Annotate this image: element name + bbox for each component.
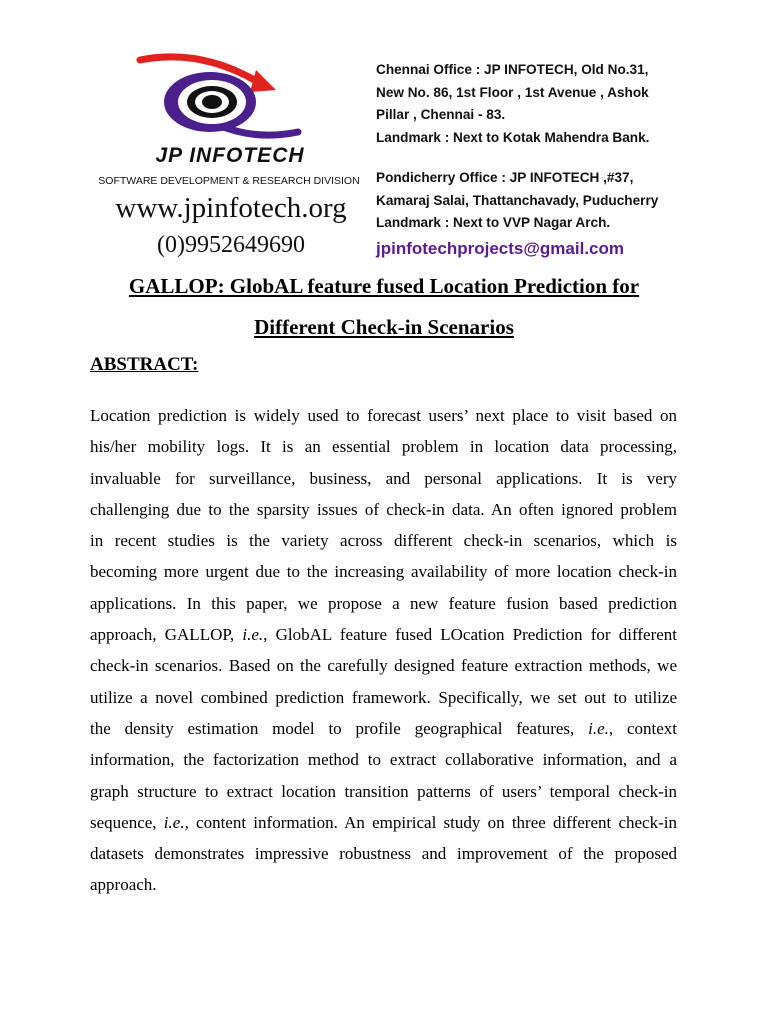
abstract-line: information, the factorization method to extract collaborative information, and a: [90, 750, 677, 770]
abstract-line: graph structure to extract location transition patterns of users’ temporal check-in: [90, 781, 677, 801]
abstract-line: Location prediction is widely used to forecast users’ next place to visit based on: [90, 406, 677, 425]
division-tagline: SOFTWARE DEVELOPMENT & RESEARCH DIVISION: [98, 175, 360, 187]
abstract-heading: ABSTRACT:: [90, 354, 199, 375]
address-line: Pondicherry Office : JP INFOTECH ,#37,: [376, 170, 634, 185]
abstract-line: his/her mobility logs. It is an essential problem in location data processing,: [90, 437, 677, 457]
address-line: Landmark : Next to Kotak Mahendra Bank.: [376, 129, 650, 145]
chennai-office-address: [376, 59, 649, 149]
abstract-text: [90, 400, 677, 901]
abstract-line: utilize a novel combined prediction framework. Specifically, we set out to utilize: [90, 687, 677, 707]
abstract-line: becoming more urgent due to the increasing availability of more location check-in: [90, 562, 677, 582]
contact-email: jpinfotechprojects@gmail.com: [376, 239, 625, 258]
abstract-line: in recent studies is the variety across different check-in scenarios, which is: [90, 531, 677, 551]
website-url: www.jpinfotech.org: [115, 192, 347, 224]
abstract-line: approach, GALLOP, i.e., GlobAL feature fused LOcation Prediction for different: [90, 625, 677, 645]
jp-infotech-logo-icon: [130, 52, 330, 144]
phone-number: (0)9952649690: [157, 232, 305, 258]
abstract-line: applications. In this paper, we propose a new feature fusion based prediction: [90, 593, 677, 613]
address-line: Landmark : Next to VVP Nagar Arch.: [376, 215, 611, 230]
abstract-line: invaluable for surveillance, business, and personal applications. It is very: [90, 468, 677, 488]
address-line: Chennai Office : JP INFOTECH, Old No.31,: [376, 62, 649, 77]
abstract-line: sequence, i.e., content information. An empirical study on three different check-in: [90, 812, 677, 832]
abstract-line: the density estimation model to profile geographical features, i.e., context: [90, 718, 677, 738]
abstract-line: check-in scenarios. Based on the carefully designed feature extraction methods, we: [90, 656, 677, 676]
paper-title-line-1: GALLOP: GlobAL feature fused Location Prediction for: [128, 274, 640, 298]
brand-name: JP INFOTECH: [155, 144, 305, 167]
abstract-line: approach.: [90, 875, 157, 895]
abstract-line: datasets demonstrates impressive robustness and improvement of the proposed: [90, 844, 677, 864]
ie-abbreviation: i.e.: [242, 625, 264, 645]
address-line: New No. 86, 1st Floor , 1st Avenue , Ashok: [376, 84, 649, 100]
company-banner: [90, 46, 678, 272]
ie-abbreviation: i.e.: [588, 718, 609, 738]
paper-title-line-2: Different Check-in Scenarios: [254, 315, 514, 339]
ie-abbreviation: i.e.: [163, 812, 185, 832]
address-line: Kamaraj Salai, Thattanchavady, Puducherry: [376, 192, 659, 208]
abstract-line: challenging due to the sparsity issues of check-in data. An often ignored problem: [90, 499, 677, 519]
address-line: Pillar , Chennai - 83.: [376, 107, 506, 122]
pondicherry-office-address: [376, 167, 658, 235]
